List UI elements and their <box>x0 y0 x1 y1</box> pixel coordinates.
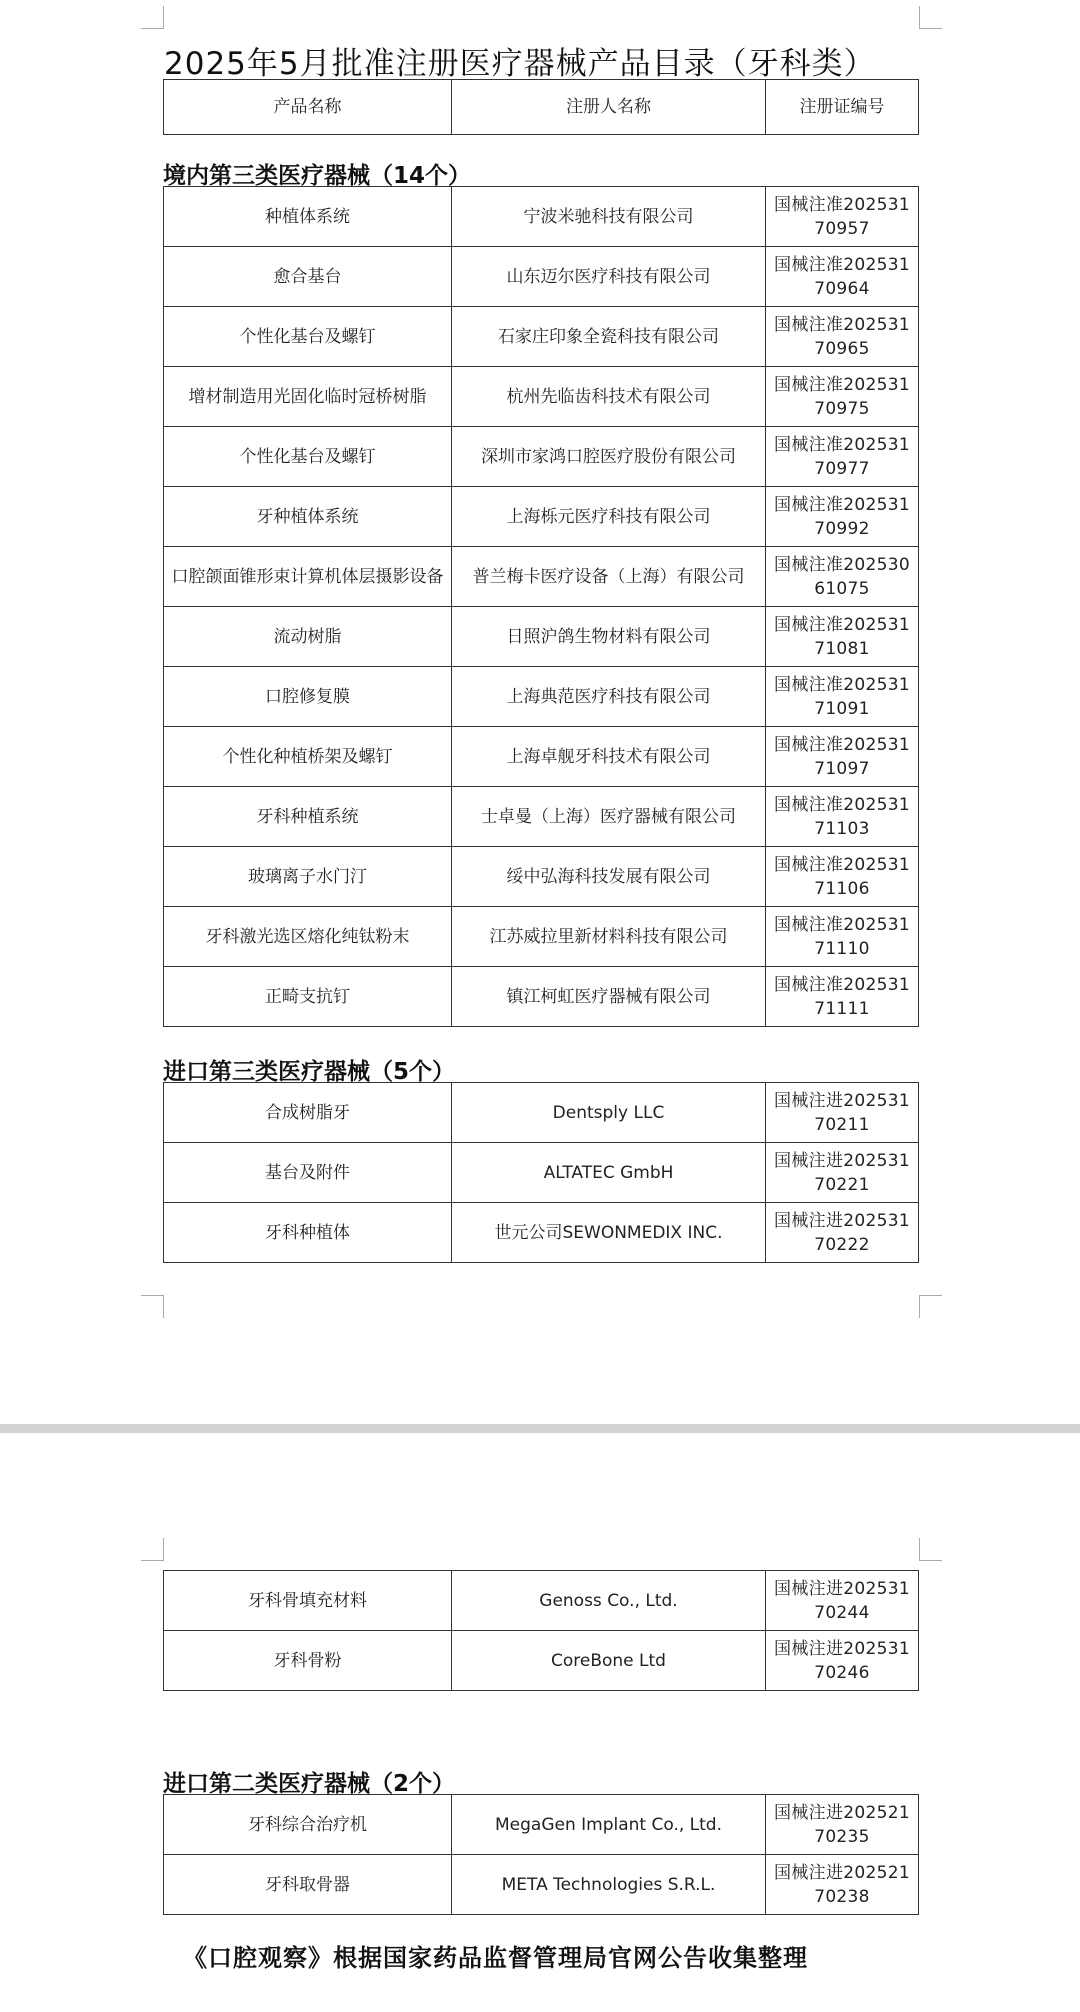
registrant-name-cell: 士卓曼（上海）医疗器械有限公司 <box>452 787 766 847</box>
table-row <box>164 247 919 307</box>
product-name-cell: 玻璃离子水门汀 <box>164 847 452 907</box>
imported-class2-table <box>163 1794 919 1915</box>
product-name-cell: 牙科综合治疗机 <box>164 1795 452 1855</box>
table-row <box>164 1795 919 1855</box>
table-row <box>164 427 919 487</box>
registrant-name-cell: META Technologies S.R.L. <box>452 1855 766 1915</box>
product-name-cell: 种植体系统 <box>164 187 452 247</box>
registration-number-cell: 国械注准20253171091 <box>766 667 919 727</box>
column-header-table <box>163 79 919 135</box>
header-registration-number: 注册证编号 <box>766 80 919 135</box>
registration-number-cell: 国械注进20253170211 <box>766 1083 919 1143</box>
page-corner-mark <box>141 1295 164 1318</box>
registrant-name-cell: 宁波米驰科技有限公司 <box>452 187 766 247</box>
table-row <box>164 307 919 367</box>
registration-number-cell: 国械注准20253170975 <box>766 367 919 427</box>
page-corner-mark <box>141 1538 164 1561</box>
product-name-cell: 个性化种植桥架及螺钉 <box>164 727 452 787</box>
product-name-cell: 个性化基台及螺钉 <box>164 307 452 367</box>
imported-class3-table-part2 <box>163 1570 919 1691</box>
registrant-name-cell: 镇江柯虹医疗器械有限公司 <box>452 967 766 1027</box>
registrant-name-cell: Dentsply LLC <box>452 1083 766 1143</box>
product-name-cell: 牙科激光选区熔化纯钛粉末 <box>164 907 452 967</box>
registration-number-cell: 国械注准20253171097 <box>766 727 919 787</box>
product-name-cell: 基台及附件 <box>164 1143 452 1203</box>
registration-number-cell: 国械注准20253171110 <box>766 907 919 967</box>
product-name-cell: 合成树脂牙 <box>164 1083 452 1143</box>
table-row <box>164 1203 919 1263</box>
document-title: 2025年5月批准注册医疗器械产品目录（牙科类） <box>164 46 876 82</box>
registrant-name-cell: 江苏威拉里新材料科技有限公司 <box>452 907 766 967</box>
registrant-name-cell: 山东迈尔医疗科技有限公司 <box>452 247 766 307</box>
product-name-cell: 流动树脂 <box>164 607 452 667</box>
table-row <box>164 787 919 847</box>
table-row <box>164 727 919 787</box>
registration-number-cell: 国械注进20252170235 <box>766 1795 919 1855</box>
registrant-name-cell: 上海卓舰牙科技术有限公司 <box>452 727 766 787</box>
product-name-cell: 牙科取骨器 <box>164 1855 452 1915</box>
table-row <box>164 667 919 727</box>
registration-number-cell: 国械注进20253170246 <box>766 1631 919 1691</box>
registrant-name-cell: 深圳市家鸿口腔医疗股份有限公司 <box>452 427 766 487</box>
section-title-imported-class3: 进口第三类医疗器械（5个） <box>163 1059 456 1085</box>
page-corner-mark <box>141 6 164 29</box>
registration-number-cell: 国械注准20253170964 <box>766 247 919 307</box>
page-corner-mark <box>919 6 942 29</box>
registrant-name-cell: 上海栎元医疗科技有限公司 <box>452 487 766 547</box>
registration-number-cell: 国械注准20253171106 <box>766 847 919 907</box>
imported-class3-table-part1 <box>163 1082 919 1263</box>
table-row <box>164 1143 919 1203</box>
domestic-class3-table <box>163 186 919 1027</box>
registration-number-cell: 国械注进20253170244 <box>766 1571 919 1631</box>
table-row <box>164 1631 919 1691</box>
table-row <box>164 967 919 1027</box>
registration-number-cell: 国械注准20253171111 <box>766 967 919 1027</box>
table-row <box>164 547 919 607</box>
imported-class3-rows-part2 <box>164 1571 919 1691</box>
registration-number-cell: 国械注准20253061075 <box>766 547 919 607</box>
product-name-cell: 正畸支抗钉 <box>164 967 452 1027</box>
table-row <box>164 847 919 907</box>
registrant-name-cell: 上海典范医疗科技有限公司 <box>452 667 766 727</box>
product-name-cell: 个性化基台及螺钉 <box>164 427 452 487</box>
registrant-name-cell: CoreBone Ltd <box>452 1631 766 1691</box>
registration-number-cell: 国械注进20253170221 <box>766 1143 919 1203</box>
registration-number-cell: 国械注进20252170238 <box>766 1855 919 1915</box>
document-footer-note: 《口腔观察》根据国家药品监督管理局官网公告收集整理 <box>183 1944 808 1972</box>
page-corner-mark <box>919 1295 942 1318</box>
registration-number-cell: 国械注准20253170965 <box>766 307 919 367</box>
page-corner-mark <box>919 1538 942 1561</box>
registrant-name-cell: 杭州先临齿科技术有限公司 <box>452 367 766 427</box>
registration-number-cell: 国械注准20253170977 <box>766 427 919 487</box>
registration-number-cell: 国械注进20253170222 <box>766 1203 919 1263</box>
table-row <box>164 907 919 967</box>
registrant-name-cell: Genoss Co., Ltd. <box>452 1571 766 1631</box>
registration-number-cell: 国械注准20253171103 <box>766 787 919 847</box>
header-registrant-name: 注册人名称 <box>452 80 766 135</box>
section-title-domestic-class3: 境内第三类医疗器械（14个） <box>163 163 472 189</box>
table-row <box>164 1083 919 1143</box>
registrant-name-cell: MegaGen Implant Co., Ltd. <box>452 1795 766 1855</box>
table-row <box>164 187 919 247</box>
product-name-cell: 增材制造用光固化临时冠桥树脂 <box>164 367 452 427</box>
product-name-cell: 牙科种植系统 <box>164 787 452 847</box>
registrant-name-cell: 普兰梅卡医疗设备（上海）有限公司 <box>452 547 766 607</box>
product-name-cell: 口腔修复膜 <box>164 667 452 727</box>
registration-number-cell: 国械注准20253170957 <box>766 187 919 247</box>
product-name-cell: 口腔颌面锥形束计算机体层摄影设备 <box>164 547 452 607</box>
table-row <box>164 487 919 547</box>
product-name-cell: 牙种植体系统 <box>164 487 452 547</box>
registrant-name-cell: 日照沪鸽生物材料有限公司 <box>452 607 766 667</box>
table-row <box>164 1855 919 1915</box>
product-name-cell: 牙科骨填充材料 <box>164 1571 452 1631</box>
registration-number-cell: 国械注准20253171081 <box>766 607 919 667</box>
product-name-cell: 愈合基台 <box>164 247 452 307</box>
table-header-row <box>164 80 919 135</box>
registration-number-cell: 国械注准20253170992 <box>766 487 919 547</box>
product-name-cell: 牙科骨粉 <box>164 1631 452 1691</box>
registrant-name-cell: 石家庄印象全瓷科技有限公司 <box>452 307 766 367</box>
document-page-2 <box>0 1433 1080 2012</box>
table-row <box>164 607 919 667</box>
registrant-name-cell: 绥中弘海科技发展有限公司 <box>452 847 766 907</box>
imported-class2-rows <box>164 1795 919 1915</box>
registrant-name-cell: ALTATEC GmbH <box>452 1143 766 1203</box>
section-title-imported-class2: 进口第二类医疗器械（2个） <box>163 1771 456 1797</box>
header-product-name: 产品名称 <box>164 80 452 135</box>
table-row <box>164 1571 919 1631</box>
table-row <box>164 367 919 427</box>
page-separator <box>0 1424 1080 1433</box>
domestic-class3-rows <box>164 187 919 1027</box>
product-name-cell: 牙科种植体 <box>164 1203 452 1263</box>
registrant-name-cell: 世元公司SEWONMEDIX INC. <box>452 1203 766 1263</box>
imported-class3-rows-part1 <box>164 1083 919 1263</box>
